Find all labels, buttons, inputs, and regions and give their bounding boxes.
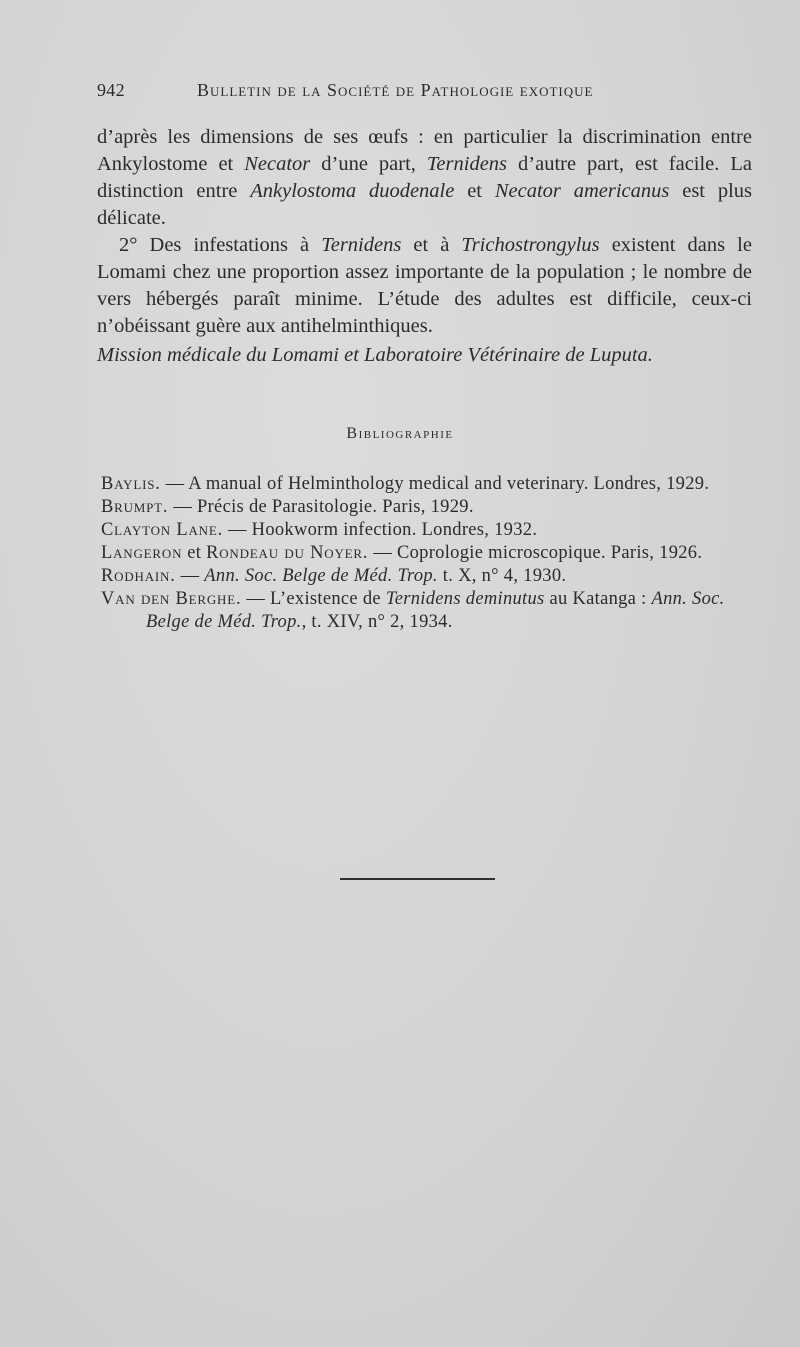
affiliation-line: Mission médicale du Lomami et Laboratoire Vétérinaire de Luputa.: [97, 344, 653, 366]
italic-term: Ternidens: [426, 153, 508, 175]
paragraph-2: [97, 232, 752, 340]
text-run: et: [454, 180, 495, 202]
italic-term: Trichostrongylus: [461, 234, 600, 256]
italic-term: Ternidens: [321, 234, 402, 256]
bib-entry: [101, 473, 751, 496]
end-rule: [340, 878, 495, 880]
bib-text: au Katanga :: [544, 589, 652, 609]
bib-text: — A manual of Helminthology medical and veterinary. Londres, 1929.: [160, 474, 710, 494]
bib-author: Van den Berghe.: [101, 589, 242, 609]
bib-text: , t. XIV, n° 2, 1934.: [301, 612, 453, 632]
bib-text: —: [175, 566, 205, 586]
text-run: 2° Des infestations à: [119, 234, 322, 256]
bib-text: — Coprologie microscopique. Paris, 1926.: [368, 543, 703, 563]
italic-term: Ankylostoma duodenale: [250, 180, 455, 202]
bib-title-italic: Ternidens deminutus: [385, 589, 545, 609]
italic-term: Necator americanus: [494, 180, 670, 202]
paragraph-1: [97, 124, 752, 232]
bib-author: Langeron: [101, 543, 183, 563]
bib-text: — Précis de Parasitologie. Paris, 1929.: [168, 497, 474, 517]
bibliography-heading: Bibliographie: [346, 425, 454, 442]
text-run: est plus délicate.: [97, 180, 753, 229]
bib-entry: [101, 565, 751, 588]
bibliography-list: [101, 473, 751, 634]
bib-journal: Ann. Soc. Belge de Méd. Trop.: [204, 566, 438, 586]
page-number: 942: [97, 80, 125, 100]
text-run: d’une part,: [310, 153, 427, 175]
bib-author: Rodhain.: [101, 566, 176, 586]
text-run: et à: [401, 234, 462, 256]
bib-author: Baylis.: [101, 474, 161, 494]
bib-entry: [101, 542, 751, 565]
text-run: d’après les dimensions de ses œufs : en particulier la discrimination entre Ankylostome et: [97, 126, 752, 175]
bib-entry: [101, 519, 751, 542]
bib-journal: Ann. Soc. Belge de Méd. Trop.: [146, 589, 725, 632]
bib-author: Clayton Lane.: [101, 520, 224, 540]
bib-text: et: [182, 543, 207, 563]
bib-entry: [101, 588, 751, 634]
bib-text: — Hookworm infection. Londres, 1932.: [223, 520, 538, 540]
text-run: existent dans le Lomami chez une proportion assez importante de la population ; le nombre de vers hébergés paraît minime. L’étude des adultes est difficile, ceux-ci n’obéissant guère aux antihelminthiques.: [97, 234, 752, 337]
body-text: [97, 124, 752, 369]
bib-text: t. X, n° 4, 1930.: [437, 566, 567, 586]
italic-term: Necator: [244, 153, 311, 175]
bib-author: Brumpt.: [101, 497, 169, 517]
bib-author: Rondeau du Noyer.: [206, 543, 369, 563]
journal-title: Bulletin de la Société de Pathologie exotique: [197, 80, 594, 100]
bib-text: — L’existence de: [241, 589, 386, 609]
text-run: d’autre part, est facile. La distinction entre: [97, 153, 753, 202]
bib-entry: [101, 496, 751, 519]
